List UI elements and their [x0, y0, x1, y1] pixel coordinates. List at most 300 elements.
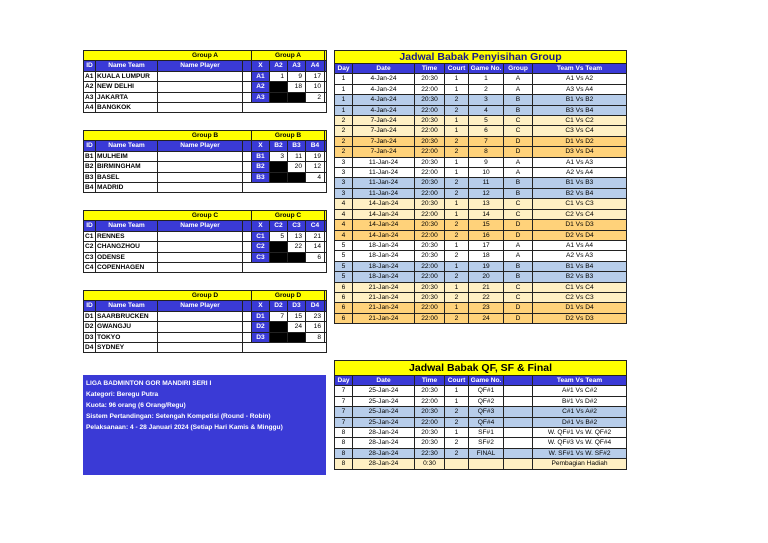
- schedule-date: 21-Jan-24: [353, 282, 415, 292]
- cross-row: [252, 172, 325, 182]
- schedule-court: 1: [445, 261, 469, 271]
- final-empty: [504, 428, 533, 438]
- schedule-match: D1 Vs D4: [533, 303, 627, 313]
- schedule-row: [335, 105, 627, 115]
- schedule-date: 7-Jan-24: [353, 116, 415, 126]
- cross-header: C3: [288, 221, 306, 231]
- team-name: COPENHAGEN: [96, 263, 158, 273]
- schedule-court: 2: [445, 272, 469, 282]
- team-extra: [243, 103, 327, 113]
- schedule-row: [335, 116, 627, 126]
- cross-game-no: 14: [306, 242, 325, 252]
- final-date: 25-Jan-24: [353, 386, 415, 396]
- cross-row: [252, 252, 325, 262]
- group-cross-table-0: [251, 50, 325, 103]
- team-id: D3: [84, 332, 96, 342]
- schedule-header: Date: [353, 64, 415, 74]
- group-schedule-title: Jadwal Babak Penyisihan Group: [335, 51, 627, 64]
- schedule-day: 4: [335, 220, 353, 230]
- schedule-match: C2 Vs C4: [533, 209, 627, 219]
- header-name-player: Name Player: [158, 221, 243, 231]
- cross-title-row: [252, 291, 325, 301]
- team-name: TOKYO: [96, 332, 158, 342]
- final-empty: [504, 386, 533, 396]
- schedule-group: D: [504, 147, 533, 157]
- schedule-match: B1 Vs B2: [533, 95, 627, 105]
- schedule-time: 20:30: [415, 136, 445, 146]
- final-court: 1: [445, 386, 469, 396]
- schedule-row: [335, 178, 627, 188]
- schedule-time: 22:00: [415, 272, 445, 282]
- team-name: MULHEIM: [96, 151, 158, 161]
- final-date: 25-Jan-24: [353, 396, 415, 406]
- schedule-day: 1: [335, 105, 353, 115]
- schedule-row: [335, 220, 627, 230]
- cross-title: Group B: [252, 131, 325, 141]
- final-header: Day: [335, 376, 353, 386]
- final-time: 20:30: [415, 407, 445, 417]
- schedule-date: 14-Jan-24: [353, 209, 415, 219]
- final-header: Date: [353, 376, 415, 386]
- final-match: D#1 Vs B#2: [533, 417, 627, 427]
- schedule-day: 1: [335, 84, 353, 94]
- group-schedule-table: [334, 50, 627, 324]
- schedule-match: A1 Vs A3: [533, 157, 627, 167]
- schedule-game: 19: [469, 261, 504, 271]
- final-time: 22:00: [415, 396, 445, 406]
- schedule-game: 23: [469, 303, 504, 313]
- schedule-court: 2: [445, 178, 469, 188]
- final-game: FINAL: [469, 448, 504, 458]
- schedule-match: A3 Vs A4: [533, 84, 627, 94]
- team-id: B1: [84, 151, 96, 161]
- cross-game-no: 11: [288, 151, 306, 161]
- schedule-match: B2 Vs B3: [533, 272, 627, 282]
- final-day: 8: [335, 459, 353, 469]
- final-time: 0:30: [415, 459, 445, 469]
- schedule-row: [335, 261, 627, 271]
- schedule-group: D: [504, 136, 533, 146]
- schedule-time: 20:30: [415, 282, 445, 292]
- schedule-time: 22:00: [415, 126, 445, 136]
- schedule-match: C3 Vs C4: [533, 126, 627, 136]
- schedule-court: 2: [445, 188, 469, 198]
- cross-corner: X: [252, 61, 270, 71]
- team-id: A2: [84, 82, 96, 92]
- header-id: ID: [84, 61, 96, 71]
- schedule-date: 4-Jan-24: [353, 105, 415, 115]
- schedule-group: D: [504, 220, 533, 230]
- header-name-player: Name Player: [158, 301, 243, 311]
- schedule-group: A: [504, 251, 533, 261]
- schedule-row: [335, 84, 627, 94]
- schedule-group: B: [504, 178, 533, 188]
- schedule-day: 3: [335, 157, 353, 167]
- schedule-group: A: [504, 168, 533, 178]
- schedule-row: [335, 292, 627, 302]
- cross-title: Group D: [252, 291, 325, 301]
- cross-game-no: 22: [288, 242, 306, 252]
- team-id: D2: [84, 322, 96, 332]
- schedule-day: 6: [335, 282, 353, 292]
- schedule-date: 14-Jan-24: [353, 220, 415, 230]
- schedule-row: [335, 136, 627, 146]
- cross-blank: [288, 172, 306, 182]
- team-name: BANGKOK: [96, 103, 158, 113]
- schedule-row: [335, 168, 627, 178]
- schedule-row: [335, 251, 627, 261]
- schedule-date: 7-Jan-24: [353, 147, 415, 157]
- team-name: KUALA LUMPUR: [96, 71, 158, 81]
- group-title: Group B: [84, 131, 327, 141]
- final-row: [335, 438, 627, 448]
- cross-game-no: 15: [288, 311, 306, 321]
- team-id: D4: [84, 343, 96, 353]
- schedule-court: 2: [445, 105, 469, 115]
- schedule-game: 18: [469, 251, 504, 261]
- header-name-team: Name Team: [96, 221, 158, 231]
- cross-blank: [270, 332, 288, 342]
- schedule-header: Group: [504, 64, 533, 74]
- tournament-info-box: [83, 375, 326, 475]
- team-id: D1: [84, 311, 96, 321]
- schedule-group: B: [504, 188, 533, 198]
- schedule-time: 20:30: [415, 240, 445, 250]
- group-title: Group C: [84, 211, 327, 221]
- schedule-match: D3 Vs D4: [533, 147, 627, 157]
- schedule-match: D1 Vs D2: [533, 136, 627, 146]
- schedule-day: 1: [335, 95, 353, 105]
- schedule-court: 2: [445, 147, 469, 157]
- schedule-time: 22:00: [415, 230, 445, 240]
- schedule-time: 20:30: [415, 95, 445, 105]
- schedule-row: [335, 313, 627, 323]
- final-game: SF#1: [469, 428, 504, 438]
- schedule-date: 14-Jan-24: [353, 230, 415, 240]
- schedule-row: [335, 272, 627, 282]
- schedule-game: 11: [469, 178, 504, 188]
- team-name: MADRID: [96, 183, 158, 193]
- final-court: 2: [445, 407, 469, 417]
- cross-row: [252, 151, 325, 161]
- cross-row: [252, 322, 325, 332]
- final-court: 2: [445, 448, 469, 458]
- team-name: JAKARTA: [96, 92, 158, 102]
- schedule-title-row: [335, 51, 627, 64]
- schedule-row: [335, 303, 627, 313]
- schedule-date: 7-Jan-24: [353, 136, 415, 146]
- cross-game-no: 2: [306, 92, 325, 102]
- cross-game-no: 17: [306, 71, 325, 81]
- cross-row: [252, 92, 325, 102]
- schedule-time: 22:00: [415, 209, 445, 219]
- team-id: A3: [84, 92, 96, 102]
- team-id: B2: [84, 162, 96, 172]
- schedule-group: C: [504, 292, 533, 302]
- schedule-group: B: [504, 261, 533, 271]
- cross-row-label: D2: [252, 322, 270, 332]
- schedule-time: 22:00: [415, 84, 445, 94]
- schedule-game: 21: [469, 282, 504, 292]
- cross-game-no: 1: [270, 71, 288, 81]
- final-header-empty: [504, 376, 533, 386]
- final-game: QF#4: [469, 417, 504, 427]
- cross-title-row: [252, 51, 325, 61]
- schedule-time: 20:30: [415, 178, 445, 188]
- schedule-date: 18-Jan-24: [353, 261, 415, 271]
- final-time: 22:30: [415, 448, 445, 458]
- final-match: W. SF#1 Vs W. SF#2: [533, 448, 627, 458]
- cross-game-no: 23: [306, 311, 325, 321]
- cross-header: B4: [306, 141, 325, 151]
- schedule-game: 3: [469, 95, 504, 105]
- final-date: 28-Jan-24: [353, 448, 415, 458]
- cross-header-row: [252, 61, 325, 71]
- final-empty: [504, 438, 533, 448]
- cross-row: [252, 311, 325, 321]
- team-extra: [243, 343, 327, 353]
- schedule-game: 20: [469, 272, 504, 282]
- schedule-day: 1: [335, 74, 353, 84]
- final-game: QF#3: [469, 407, 504, 417]
- schedule-group: A: [504, 74, 533, 84]
- cross-row-label: C1: [252, 231, 270, 241]
- final-header: Team Vs Team: [533, 376, 627, 386]
- schedule-game: 8: [469, 147, 504, 157]
- schedule-game: 22: [469, 292, 504, 302]
- cross-row: [252, 82, 325, 92]
- group-cross-table-2: [251, 210, 325, 263]
- cross-game-no: 19: [306, 151, 325, 161]
- schedule-match: A2 Vs A4: [533, 168, 627, 178]
- schedule-time: 20:30: [415, 292, 445, 302]
- schedule-time: 22:00: [415, 313, 445, 323]
- header-name-team: Name Team: [96, 61, 158, 71]
- cross-header: D2: [270, 301, 288, 311]
- final-day: 7: [335, 417, 353, 427]
- schedule-date: 21-Jan-24: [353, 303, 415, 313]
- schedule-match: A1 Vs A2: [533, 74, 627, 84]
- schedule-group: A: [504, 240, 533, 250]
- final-row: [335, 417, 627, 427]
- schedule-time: 22:00: [415, 303, 445, 313]
- final-empty: [504, 448, 533, 458]
- header-name-team: Name Team: [96, 141, 158, 151]
- cross-game-no: 4: [306, 172, 325, 182]
- schedule-game: 1: [469, 74, 504, 84]
- schedule-court: 1: [445, 209, 469, 219]
- schedule-day: 5: [335, 272, 353, 282]
- cross-row-label: B2: [252, 162, 270, 172]
- team-id: B3: [84, 172, 96, 182]
- final-match: A#1 Vs C#2: [533, 386, 627, 396]
- cross-header-row: [252, 221, 325, 231]
- cross-blank: [288, 332, 306, 342]
- schedule-time: 22:00: [415, 168, 445, 178]
- cross-game-no: 24: [288, 322, 306, 332]
- cross-header-row: [252, 141, 325, 151]
- schedule-game: 15: [469, 220, 504, 230]
- schedule-time: 20:30: [415, 220, 445, 230]
- cross-corner: X: [252, 301, 270, 311]
- cross-row-label: C2: [252, 242, 270, 252]
- schedule-group: D: [504, 230, 533, 240]
- final-court: 1: [445, 428, 469, 438]
- schedule-game: 17: [469, 240, 504, 250]
- schedule-day: 5: [335, 251, 353, 261]
- cross-row: [252, 242, 325, 252]
- schedule-group: C: [504, 282, 533, 292]
- team-id: C4: [84, 263, 96, 273]
- cross-header: B2: [270, 141, 288, 151]
- schedule-day: 4: [335, 199, 353, 209]
- schedule-day: 5: [335, 261, 353, 271]
- team-id: A1: [84, 71, 96, 81]
- schedule-court: 2: [445, 136, 469, 146]
- team-name: SAARBRUCKEN: [96, 311, 158, 321]
- final-match: W. QF#3 Vs W. QF#4: [533, 438, 627, 448]
- cross-row-label: D3: [252, 332, 270, 342]
- schedule-court: 2: [445, 95, 469, 105]
- final-row: [335, 428, 627, 438]
- final-empty: [504, 459, 533, 469]
- team-name: BASEL: [96, 172, 158, 182]
- header-name-player: Name Player: [158, 61, 243, 71]
- schedule-date: 7-Jan-24: [353, 126, 415, 136]
- team-row: [84, 103, 327, 113]
- final-game: QF#2: [469, 396, 504, 406]
- group-title: Group A: [84, 51, 327, 61]
- final-game: SF#2: [469, 438, 504, 448]
- final-date: 28-Jan-24: [353, 459, 415, 469]
- final-row: [335, 407, 627, 417]
- final-game: [469, 459, 504, 469]
- final-match: B#1 Vs D#2: [533, 396, 627, 406]
- schedule-court: 1: [445, 199, 469, 209]
- schedule-day: 6: [335, 292, 353, 302]
- final-day: 7: [335, 386, 353, 396]
- cross-row-label: C3: [252, 252, 270, 262]
- schedule-group: A: [504, 157, 533, 167]
- schedule-court: 2: [445, 220, 469, 230]
- tournament-dates: Pelaksanaan: 4 - 28 Januari 2024 (Setiap Hari Kamis & Minggu): [86, 424, 283, 431]
- schedule-time: 20:30: [415, 251, 445, 261]
- final-date: 25-Jan-24: [353, 407, 415, 417]
- team-name: NEW DELHI: [96, 82, 158, 92]
- schedule-game: 2: [469, 84, 504, 94]
- schedule-group: C: [504, 126, 533, 136]
- cross-header: A3: [288, 61, 306, 71]
- schedule-group: C: [504, 116, 533, 126]
- final-day: 8: [335, 448, 353, 458]
- final-court: 2: [445, 438, 469, 448]
- schedule-date: 11-Jan-24: [353, 168, 415, 178]
- schedule-time: 22:00: [415, 147, 445, 157]
- schedule-day: 4: [335, 230, 353, 240]
- final-empty: [504, 417, 533, 427]
- cross-blank: [288, 252, 306, 262]
- schedule-match: C1 Vs C4: [533, 282, 627, 292]
- team-player: [158, 162, 243, 172]
- schedule-time: 20:30: [415, 74, 445, 84]
- schedule-day: 2: [335, 126, 353, 136]
- final-day: 8: [335, 428, 353, 438]
- schedule-date: 11-Jan-24: [353, 157, 415, 167]
- schedule-header: Day: [335, 64, 353, 74]
- cross-blank: [270, 322, 288, 332]
- schedule-header: Team Vs Team: [533, 64, 627, 74]
- group-cross-table-3: [251, 290, 325, 343]
- schedule-time: 20:30: [415, 116, 445, 126]
- cross-header: B3: [288, 141, 306, 151]
- team-player: [158, 92, 243, 102]
- team-player: [158, 311, 243, 321]
- cross-title-row: [252, 211, 325, 221]
- team-player: [158, 343, 243, 353]
- team-id: C3: [84, 252, 96, 262]
- cross-row-label: A2: [252, 82, 270, 92]
- cross-game-no: 10: [306, 82, 325, 92]
- schedule-match: D2 Vs D3: [533, 313, 627, 323]
- schedule-day: 3: [335, 188, 353, 198]
- team-player: [158, 332, 243, 342]
- final-time: 20:30: [415, 428, 445, 438]
- header-id: ID: [84, 301, 96, 311]
- final-row: [335, 386, 627, 396]
- schedule-game: 13: [469, 199, 504, 209]
- schedule-court: 1: [445, 157, 469, 167]
- header-id: ID: [84, 221, 96, 231]
- group-title: Group D: [84, 291, 327, 301]
- cross-title: Group C: [252, 211, 325, 221]
- cross-game-no: 9: [288, 71, 306, 81]
- team-id: B4: [84, 183, 96, 193]
- cross-row-label: B1: [252, 151, 270, 161]
- tournament-system: Sistem Pertandingan: Setengah Kompetisi (Round - Robin): [86, 413, 271, 420]
- final-row: [335, 448, 627, 458]
- final-time: 20:30: [415, 438, 445, 448]
- schedule-game: 4: [469, 105, 504, 115]
- final-court: 2: [445, 417, 469, 427]
- cross-game-no: 8: [306, 332, 325, 342]
- final-court: [445, 459, 469, 469]
- schedule-court: 1: [445, 240, 469, 250]
- schedule-day: 2: [335, 147, 353, 157]
- cross-row: [252, 162, 325, 172]
- schedule-date: 4-Jan-24: [353, 95, 415, 105]
- cross-game-no: 3: [270, 151, 288, 161]
- final-header: Game No.: [469, 376, 504, 386]
- schedule-header-row: [335, 64, 627, 74]
- schedule-date: 18-Jan-24: [353, 272, 415, 282]
- team-name: GWANGJU: [96, 322, 158, 332]
- schedule-match: C1 Vs C3: [533, 199, 627, 209]
- schedule-time: 22:00: [415, 188, 445, 198]
- cross-blank: [270, 252, 288, 262]
- schedule-row: [335, 95, 627, 105]
- schedule-date: 4-Jan-24: [353, 84, 415, 94]
- final-header: Time: [415, 376, 445, 386]
- final-empty: [504, 396, 533, 406]
- schedule-court: 1: [445, 282, 469, 292]
- cross-game-no: 6: [306, 252, 325, 262]
- schedule-match: D1 Vs D3: [533, 220, 627, 230]
- header-id: ID: [84, 141, 96, 151]
- team-player: [158, 172, 243, 182]
- schedule-match: C2 Vs C3: [533, 292, 627, 302]
- schedule-row: [335, 282, 627, 292]
- team-id: C1: [84, 231, 96, 241]
